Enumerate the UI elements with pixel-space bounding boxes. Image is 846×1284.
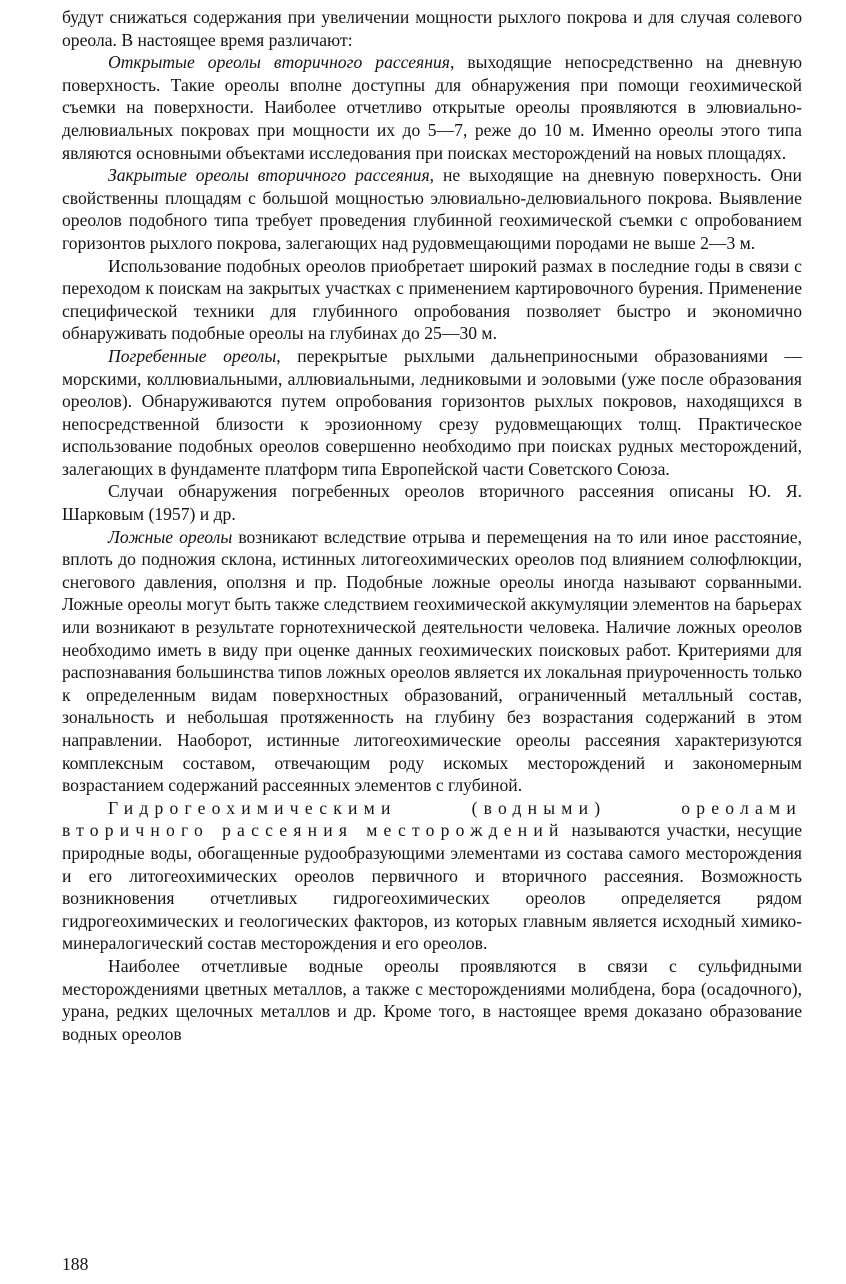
paragraph-hydro-halos <box>62 797 802 955</box>
term-false-halos: Ложные ореолы <box>108 526 233 547</box>
paragraph-cases: Случаи обнаружения погребенных ореолов вторичного рассеяния описаны Ю. Я. Шарковым (1957) и др. <box>62 481 802 525</box>
text-closed-halos: , не выходящие на дневную поверхность. Они свойственны площадям с большой мощностью элювиально-делювиального покрова. Выявление ореолов подобного типа требует проведения глубинной геохимической съемки с опробованием горизонтов рыхлого покрова, залегающих над рудовмещающими породами не выше 2—3 м. <box>62 165 802 253</box>
page-number: 188 <box>62 1254 89 1274</box>
paragraph-usage: Использование подобных ореолов приобретает широкий размах в последние годы в связи с переходом к поискам на закрытых участках с применением картировочного бурения. Применение специфической техники для глубинного опробования позволяет быстро и экономично обнаруживать подобные ореолы на глубинах до 25—30 м. <box>62 255 802 344</box>
term-closed-halos: Закрытые ореолы вторичного рассеяния <box>108 165 430 186</box>
text-hydro-halos: называются участки, несущие природные воды, обогащенные рудообразующими элементами из состава самого месторождения и его литогеохимических ореолов первичного и вторичного рассеяния. Возможность возникновения отчетливых гидрогеохимических ореолов определяется рядом гидрогеохимических и геологических факторов, из которых главным является исходный химико-минералогический состав месторождения и его ореолов. <box>62 820 802 954</box>
paragraph-water-halos: Наиболее отчетливые водные ореолы проявляются в связи с сульфидными месторождениями цветных металлов, а также с месторождениями молибдена, бора (осадочного), урана, редких щелочных металлов и др. Кроме того, в настоящее время доказано образование водных ореолов <box>62 955 802 1044</box>
text-buried-halos: , перекрытые рыхлыми дальнеприносными образованиями — морскими, коллювиальными, аллювиальными, ледниковыми и эоловыми (уже после образования ореолов). Обнаруживаются путем опробования горизонтов рыхлых покровов, находящихся в непосредственной близости к эрозионному срезу рудовмещающих толщ. Практическое использование подобных ореолов совершенно необходимо при поисках рудных месторождений, залегающих в фундаменте платформ типа Европейской части Советского Союза. <box>62 345 802 479</box>
term-open-halos: Открытые ореолы вторичного рассеяния <box>108 52 450 73</box>
paragraph-closed-halos <box>62 164 802 254</box>
paragraph-buried-halos <box>62 345 802 481</box>
text-open-halos: , выходящие непосредственно на дневную поверхность. Такие ореолы вполне доступны для обнаружения при помощи геохимической съемки на поверхности. Наиболее отчетливо открытые ореолы проявляются в элювиально-делювиальных покровах при мощности их до 5—7, реже до 10 м. Именно ореолы этого типа являются основными объектами исследования при поисках месторождений на новых площадях. <box>62 52 802 163</box>
paragraph-open-halos <box>62 51 802 164</box>
paragraph-false-halos <box>62 526 802 797</box>
paragraph-intro: будут снижаться содержания при увеличении мощности рыхлого покрова и для случая солевого ореола. В настоящее время различают: <box>62 7 802 50</box>
term-hydro-halos: Гидрогеохимическими (водными) ореолами вторичного рассеяния месторождений <box>62 797 802 841</box>
text-false-halos: возникают вследствие отрыва и перемещения на то или иное расстояние, вплоть до подножия склона, истинных литогеохимических ореолов под влиянием солюфлюкции, снегового давления, оползня и пр. Подобные ложные ореолы иногда называют сорванными. Ложные ореолы могут быть также следствием геохимической аккумуляции элементов на барьерах или возникают в результате горнотехнической деятельности человека. Наличие ложных ореолов необходимо иметь в виду при оценке данных геохимических поисковых работ. Критериями для распознавания большинства типов ложных ореолов является их локальная приуроченность только к определенным видам поверхностных образований, ограниченный металльный состав, зональность и небольшая протяженность на глубину без возрастания содержаний в этом направлении. Наоборот, истинные литогеохимические ореолы рассеяния характеризуются комплексным составом, отвечающим роду искомых месторождений и закономерным возрастанием содержаний рассеянных элементов с глубиной. <box>62 526 802 796</box>
page-text <box>62 6 802 1045</box>
term-buried-halos: Погребенные ореолы <box>108 345 277 366</box>
